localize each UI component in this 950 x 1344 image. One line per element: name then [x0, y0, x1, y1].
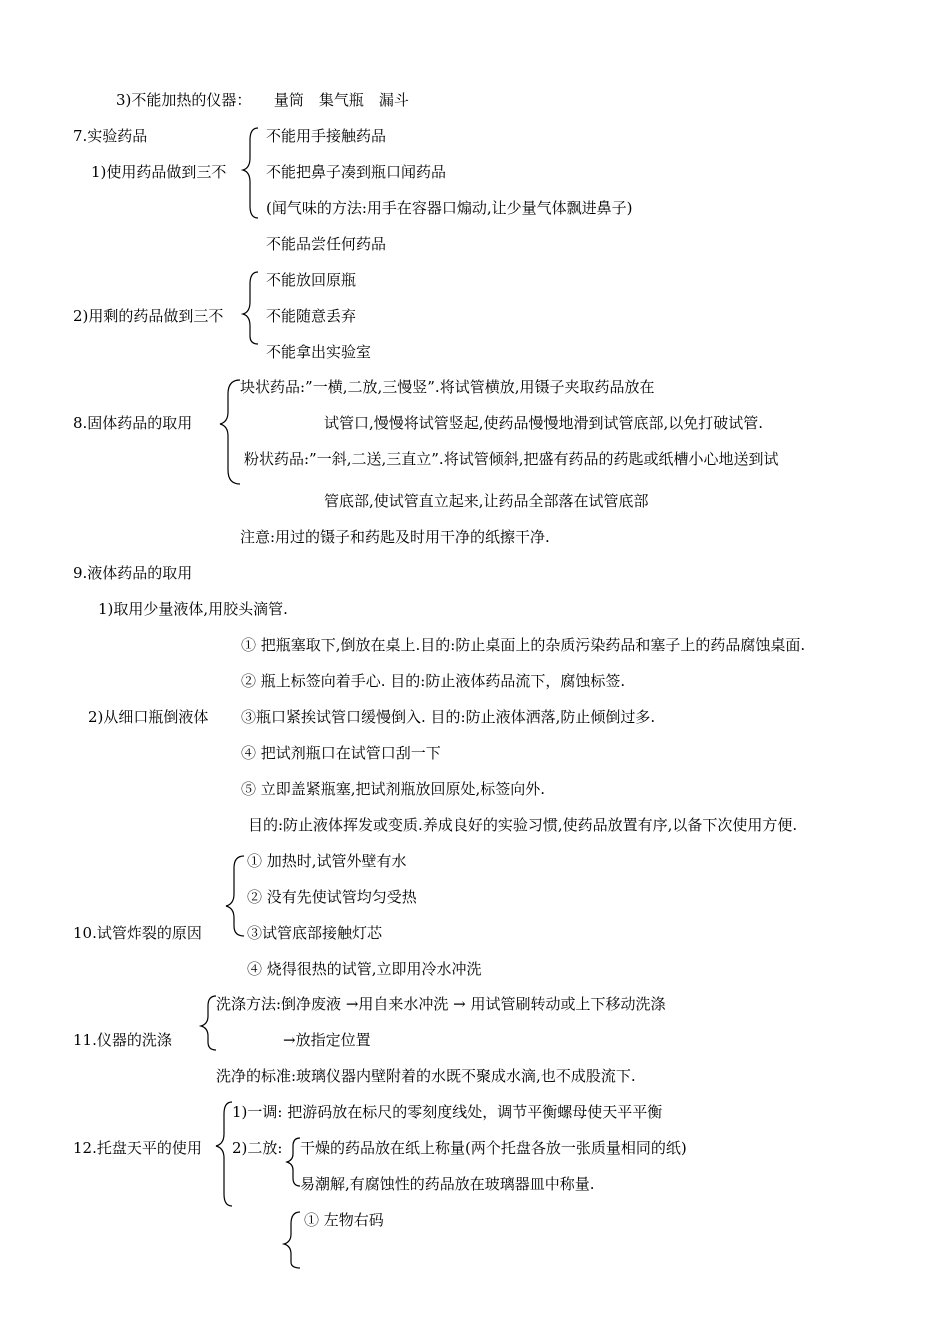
s9-item1: 1)取用少量液体,用胶头滴管. — [98, 600, 288, 618]
s9-purpose: 目的:防止液体挥发或变质.养成良好的实验习惯,使药品放置有序,以备下次使用方便. — [248, 816, 798, 834]
s9-step: ① 把瓶塞取下,倒放在桌上.目的:防止桌面上的杂质污染药品和塞子上的药品腐蚀桌面. — [241, 636, 806, 654]
s10-reason: ③试管底部接触灯芯 — [247, 924, 383, 942]
s8-title: 8.固体药品的取用 — [73, 414, 193, 432]
s11-standard: 洗净的标准:玻璃仪器内壁附着的水既不聚成水滴,也不成股流下. — [216, 1067, 636, 1085]
s10-reason: ① 加热时,试管外壁有水 — [247, 852, 407, 870]
s7-leftover-item: 不能拿出实验室 — [266, 343, 372, 361]
s7-use-label: 1)使用药品做到三不 — [91, 163, 227, 181]
s10-reason: ② 没有先使试管均匀受热 — [247, 888, 417, 906]
s8-powder-line2: 管底部,使试管直立起来,让药品全部落在试管底部 — [324, 492, 649, 510]
s8-powder-line1: 粉状药品:”一斜,二送,三直立”.将试管倾斜,把盛有药品的药匙或纸槽小心地送到试 — [244, 450, 779, 468]
s10-reason: ④ 烧得很热的试管,立即用冷水冲洗 — [247, 960, 482, 978]
s7-leftover-item: 不能随意丢弃 — [266, 307, 357, 325]
s7-use-item: 不能用手接触药品 — [266, 127, 387, 145]
s9-item2-label: 2)从细口瓶倒液体 — [88, 708, 209, 726]
s12-step2-a: 干燥的药品放在纸上称量(两个托盘各放一张质量相同的纸) — [300, 1139, 687, 1157]
s6-item3: 3)不能加热的仪器： 量筒 集气瓶 漏斗 — [116, 91, 409, 109]
s9-step: ② 瓶上标签向着手心. 目的:防止液体药品流下，腐蚀标签. — [241, 672, 626, 690]
s8-note: 注意:用过的镊子和药匙及时用干净的纸擦干净. — [240, 528, 550, 546]
s7-title: 7.实验药品 — [73, 127, 148, 145]
s12-step1: 1)一调: 把游码放在标尺的零刻度线处，调节平衡螺母使天平平衡 — [232, 1103, 663, 1121]
brace-s8 — [220, 380, 240, 484]
s9-title: 9.液体药品的取用 — [73, 564, 193, 582]
s9-step: ③瓶口紧挨试管口缓慢倒入. 目的:防止液体洒落,防止倾倒过多. — [241, 708, 656, 726]
brace-s10 — [226, 856, 244, 936]
s11-method: 洗涤方法:倒净废液 →用自来水冲洗 → 用试管刷转动或上下移动洗涤 — [216, 995, 666, 1013]
brace-s12 — [216, 1102, 232, 1206]
s7-use-item: 不能把鼻子凑到瓶口闻药品 — [266, 163, 447, 181]
brace-s12-step2 — [287, 1138, 300, 1186]
s12-title: 12.托盘天平的使用 — [73, 1139, 202, 1157]
s12-step2-b: 易潮解,有腐蚀性的药品放在玻璃器皿中称量. — [300, 1175, 595, 1193]
s11-method-cont: →放指定位置 — [283, 1031, 371, 1049]
brace-s11 — [201, 996, 216, 1050]
s8-block-line1: 块状药品:”一横,二放,三慢竖”.将试管横放,用镊子夹取药品放在 — [240, 378, 655, 396]
s10-title: 10.试管炸裂的原因 — [73, 924, 202, 942]
brace-s7-leftover — [243, 272, 258, 344]
s8-block-line2: 试管口,慢慢将试管竖起,使药品慢慢地滑到试管底部,以免打破试管. — [324, 414, 764, 432]
s9-step: ④ 把试剂瓶口在试管口刮一下 — [241, 744, 441, 762]
s7-leftover-label: 2)用剩的药品做到三不 — [73, 307, 224, 325]
s12-step2-label: 2)二放: — [232, 1139, 283, 1157]
brace-s7-use — [243, 128, 258, 218]
s12-sub1: ① 左物右码 — [304, 1211, 384, 1229]
s7-use-item: (闻气味的方法:用手在容器口煽动,让少量气体飘进鼻子) — [266, 199, 633, 217]
s7-use-item: 不能品尝任何药品 — [266, 235, 387, 253]
s11-title: 11.仪器的洗涤 — [73, 1031, 172, 1049]
brace-s12-sub — [284, 1212, 300, 1268]
s7-leftover-item: 不能放回原瓶 — [266, 271, 357, 289]
s9-step: ⑤ 立即盖紧瓶塞,把试剂瓶放回原处,标签向外. — [241, 780, 546, 798]
